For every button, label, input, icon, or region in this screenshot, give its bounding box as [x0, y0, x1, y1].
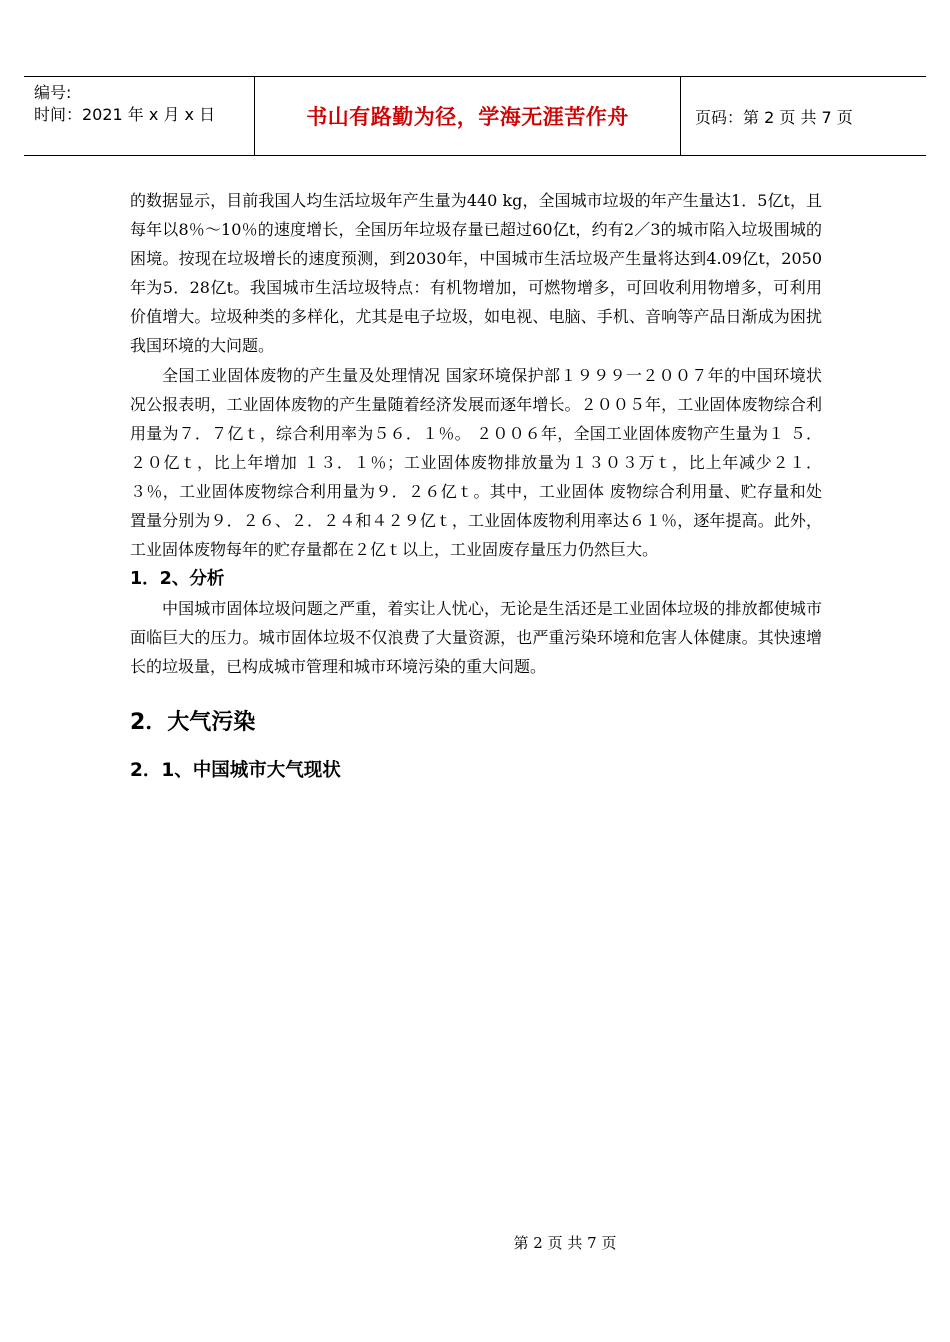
paragraph-household-waste: 的数据显示，目前我国人均生活垃圾年产生量为440 kg，全国城市垃圾的年产生量达1．5亿t，且每年以8％～10％的速度增长，全国历年垃圾存量已超过60亿t，约有2／3的城市陷入垃圾围城的困境。按现在垃圾增长的速度预测，到2030年，中国城市生活垃圾产生量将达到4.09亿t，2050年为5．28亿t。我国城市生活垃圾特点：有机物增加，可燃物增多，可回收利用物增多，可利用价值增大。垃圾种类的多样化，尤其是电子垃圾，如电视、电脑、手机、音响等产品日渐成为困扰我国环境的大问题。 [130, 191, 822, 356]
header-motto: 书山有路勤为径，学海无涯苦作舟 [255, 77, 681, 155]
paragraph-analysis: 中国城市固体垃圾问题之严重，着实让人忧心，无论是生活还是工业固体垃圾的排放都使城市面临巨大的压力。城市固体垃圾不仅浪费了大量资源，也严重污染环境和危害人体健康。其快速增长的垃圾量，已构成城市管理和城市环境污染的重大问题。 [130, 599, 822, 677]
document-body [130, 186, 822, 786]
section-heading-air-status: 2．1、中国城市大气现状 [130, 759, 341, 781]
document-time-label: 时间：2021 年 x 月 x 日 [34, 105, 216, 124]
page-header [24, 76, 926, 156]
header-page-number: 页码：第 2 页 共 7 页 [695, 107, 853, 127]
section-heading-analysis: 1．2、分析 [130, 569, 225, 590]
paragraph-industrial-waste: 全国工业固体废物的产生量及处理情况 国家环境保护部１９９９一２００７年的中国环境状况公报表明，工业固体废物的产生量随着经济发展而逐年增长。２００５年，工业固体废物综合利用量为７．７亿ｔ，综合利用率为５６．１％。 ２００６年，全国工业固体废物产生量为１ ５．２０亿ｔ，比上年增加 １３．１％；工业固体废物排放量为１３０３万ｔ，比上年减少２１．３％，工业固体废物综合利用量为９．２６亿ｔ。其中，工业固体 废物综合利用量、贮存量和处置量分别为９．２６、２．２４和４２９亿ｔ，工业固体废物利用率达６１％，逐年提高。此外，工业固体废物每年的贮存量都在２亿ｔ以上，工业固废存量压力仍然巨大。 [130, 365, 822, 560]
document-number-label: 编号: [34, 83, 72, 102]
page-footer: 第 2 页 共 7 页 [513, 1234, 617, 1252]
section-heading-air-pollution: 2．大气污染 [130, 709, 256, 735]
header-meta [24, 77, 255, 155]
